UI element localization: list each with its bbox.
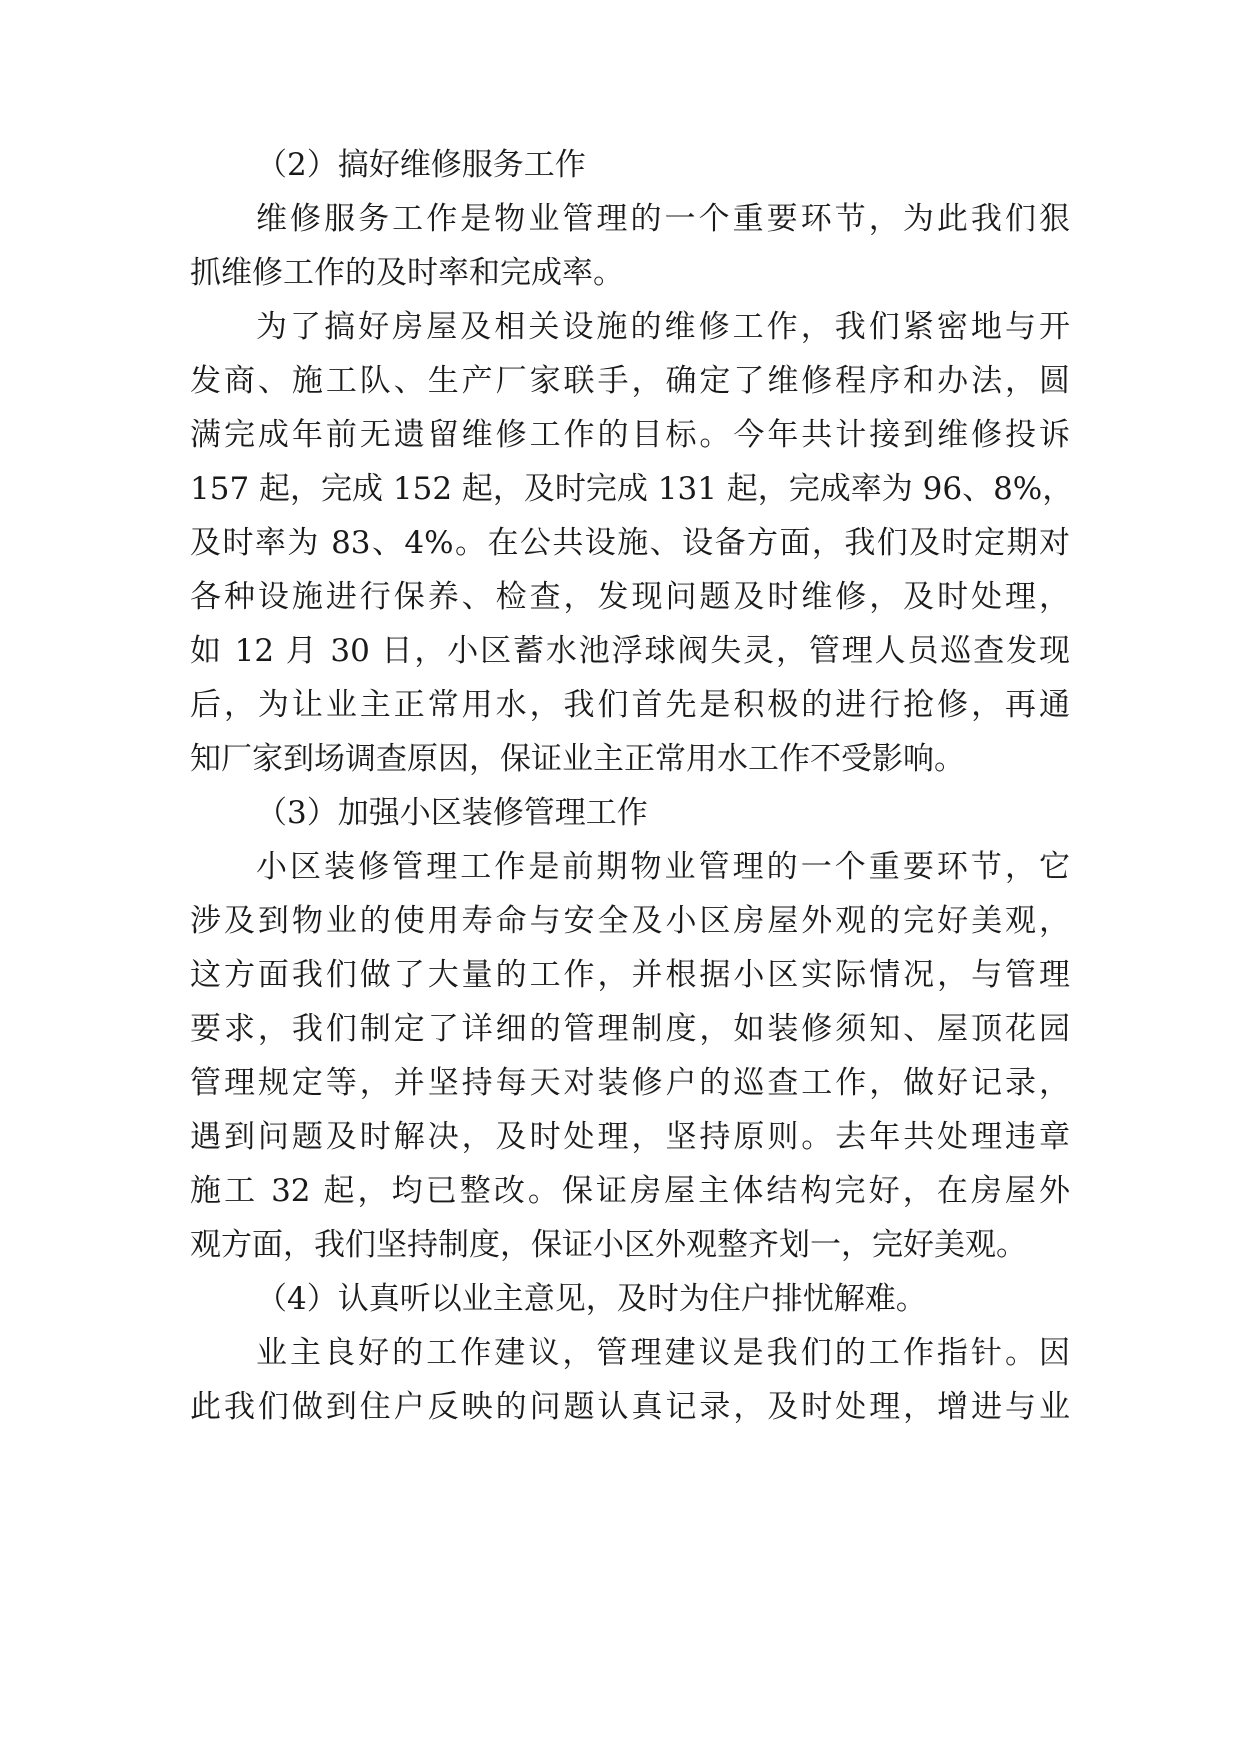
paragraph-line: 为了搞好房屋及相关设施的维修工作，我们紧密地与开: [256, 309, 1070, 345]
section-heading-2: （2）搞好维修服务工作: [256, 147, 586, 183]
paragraph-line: 后，为让业主正常用水，我们首先是积极的进行抢修，再通: [190, 687, 1070, 723]
paragraph-line: 此我们做到住户反映的问题认真记录，及时处理，增进与业: [190, 1389, 1070, 1425]
section-heading-3: （3）加强小区装修管理工作: [256, 795, 648, 831]
paragraph-line: 157 起，完成 152 起，及时完成 131 起，完成率为 96、8%，: [190, 471, 1074, 507]
paragraph-line: 业主良好的工作建议，管理建议是我们的工作指针。因: [256, 1335, 1070, 1371]
paragraph-line: 这方面我们做了大量的工作，并根据小区实际情况，与管理: [190, 957, 1070, 993]
paragraph-line: 及时率为 83、4%。在公共设施、设备方面，我们及时定期对: [190, 525, 1070, 561]
paragraph-line: 如 12 月 30 日，小区蓄水池浮球阀失灵，管理人员巡查发现: [190, 633, 1070, 669]
paragraph-line: 各种设施进行保养、检查，发现问题及时维修，及时处理，: [190, 579, 1070, 615]
paragraph-line: 小区装修管理工作是前期物业管理的一个重要环节，它: [256, 849, 1070, 885]
paragraph-line: 要求，我们制定了详细的管理制度，如装修须知、屋顶花园: [190, 1011, 1070, 1047]
paragraph-line: 观方面，我们坚持制度，保证小区外观整齐划一，完好美观。: [190, 1227, 1027, 1263]
paragraph-line: 抓维修工作的及时率和完成率。: [190, 255, 624, 291]
paragraph-line: 知厂家到场调查原因，保证业主正常用水工作不受影响。: [190, 741, 965, 777]
paragraph-line: 维修服务工作是物业管理的一个重要环节，为此我们狠: [256, 201, 1070, 237]
paragraph-line: 发商、施工队、生产厂家联手，确定了维修程序和办法，圆: [190, 363, 1070, 399]
paragraph-line: 遇到问题及时解决，及时处理，坚持原则。去年共处理违章: [190, 1119, 1070, 1155]
section-heading-4: （4）认真听以业主意见，及时为住户排忧解难。: [256, 1281, 927, 1317]
paragraph-line: 满完成年前无遗留维修工作的目标。今年共计接到维修投诉: [190, 417, 1070, 453]
paragraph-line: 涉及到物业的使用寿命与安全及小区房屋外观的完好美观，: [190, 903, 1070, 939]
paragraph-line: 管理规定等，并坚持每天对装修户的巡查工作，做好记录，: [190, 1065, 1070, 1101]
paragraph-line: 施工 32 起，均已整改。保证房屋主体结构完好，在房屋外: [190, 1173, 1070, 1209]
